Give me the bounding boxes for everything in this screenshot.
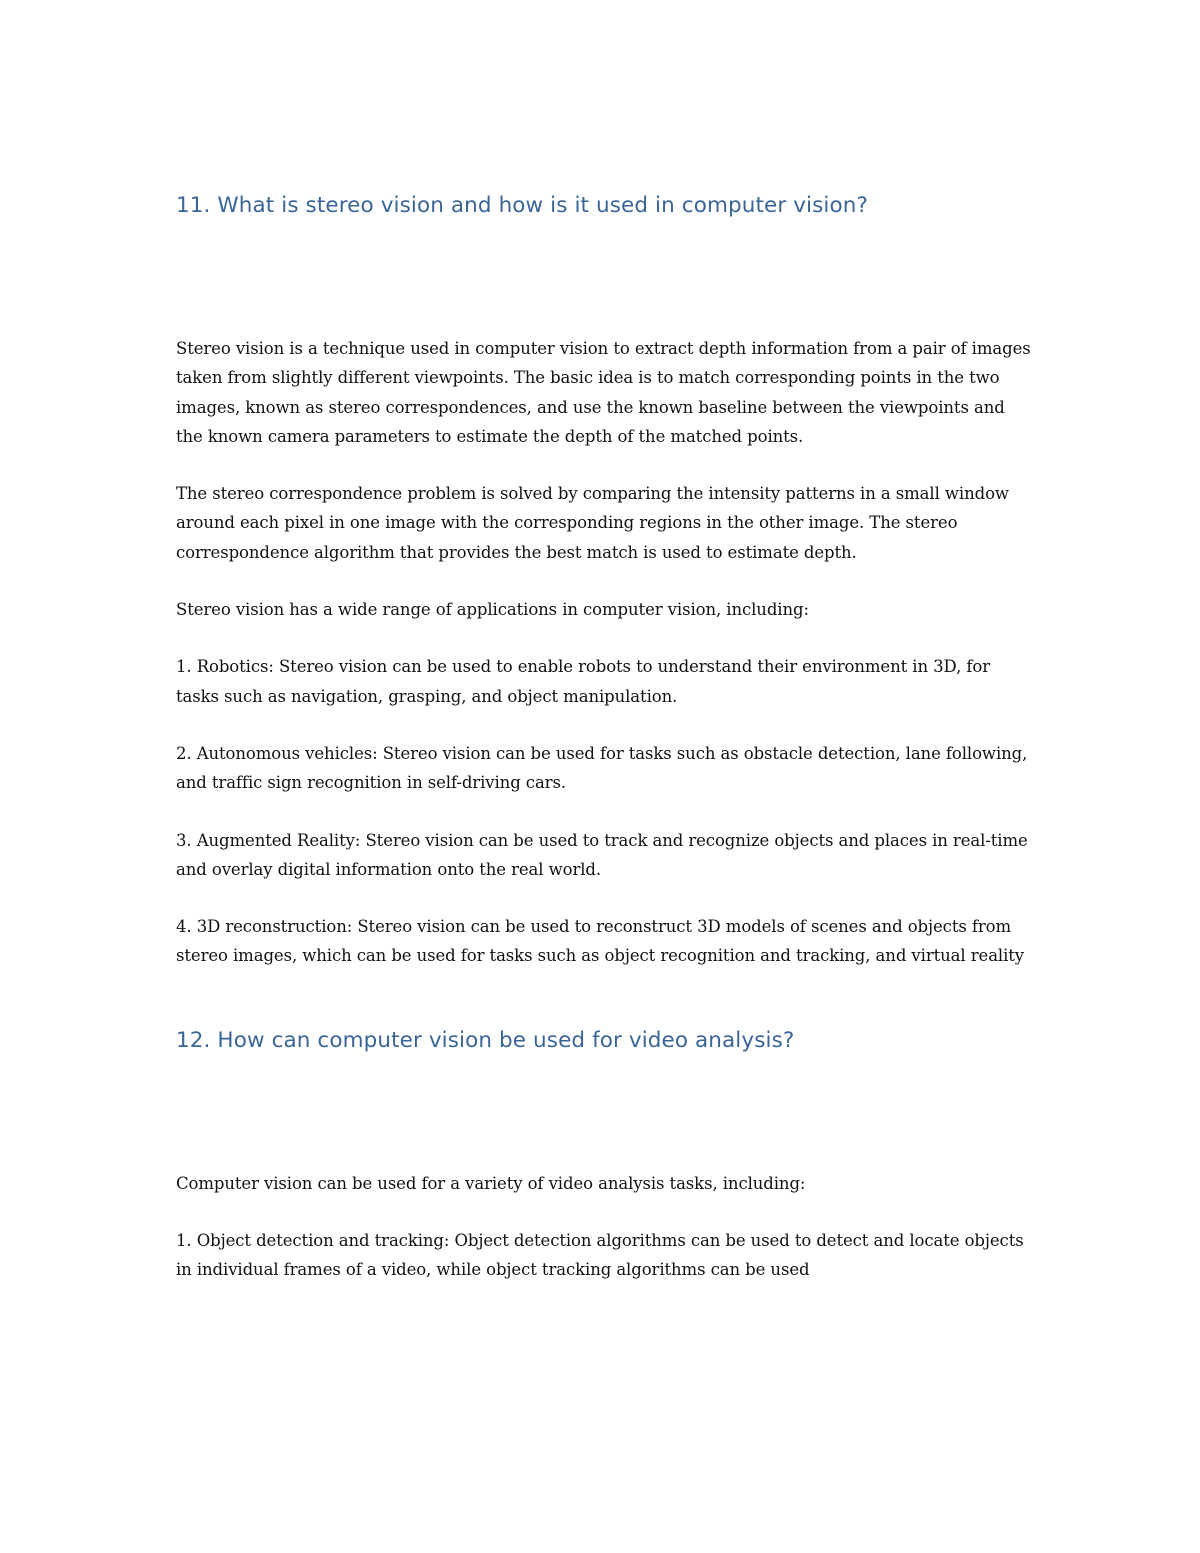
list-item-autonomous-vehicles: 2. Autonomous vehicles: Stereo vision can be used for tasks such as obstacle detection, lane following, and traffic sign recognition in self-driving cars. (176, 743, 1028, 793)
section-heading-11: 11. What is stereo vision and how is it used in computer vision? (176, 193, 868, 218)
section-heading-12: 12. How can computer vision be used for video analysis? (176, 1027, 795, 1053)
list-item-object-detection-tracking: 1. Object detection and tracking: Object detection algorithms can be used to detect and locate objects in individual frames of a video, while object tracking algorithms can be used (176, 1231, 1024, 1280)
list-item-robotics: 1. Robotics: Stereo vision can be used to enable robots to understand their environment in 3D, for tasks such as navigation, grasping, and object manipulation. (176, 657, 991, 706)
paragraph-video-analysis-intro: Computer vision can be used for a variety of video analysis tasks, including: (176, 1173, 806, 1193)
paragraph-correspondence-problem: The stereo correspondence problem is solved by comparing the intensity patterns in a small window around each pixel in one image with the corresponding regions in the other image. The stereo correspondence algorithm that provides the best match is used to estimate depth. (176, 484, 1009, 562)
section-11-body (176, 334, 1036, 971)
document-content (176, 190, 1036, 1285)
section-12-body (176, 1169, 1036, 1285)
paragraph-applications-intro: Stereo vision has a wide range of applications in computer vision, including: (176, 600, 809, 620)
paragraph-stereo-definition: Stereo vision is a technique used in computer vision to extract depth information from a pair of images taken from slightly different viewpoints. The basic idea is to match corresponding points in the two images, known as stereo correspondences, and use the known baseline between the viewpoints and the known camera parameters to estimate the depth of the matched points. (176, 339, 1031, 446)
list-item-augmented-reality: 3. Augmented Reality: Stereo vision can be used to track and recognize objects and places in real-time and overlay digital information onto the real world. (176, 830, 1028, 879)
list-item-3d-reconstruction: 4. 3D reconstruction: Stereo vision can be used to reconstruct 3D models of scenes and objects from stereo images, which can be used for tasks such as object recognition and tracking, and virtual reality (176, 917, 1025, 966)
